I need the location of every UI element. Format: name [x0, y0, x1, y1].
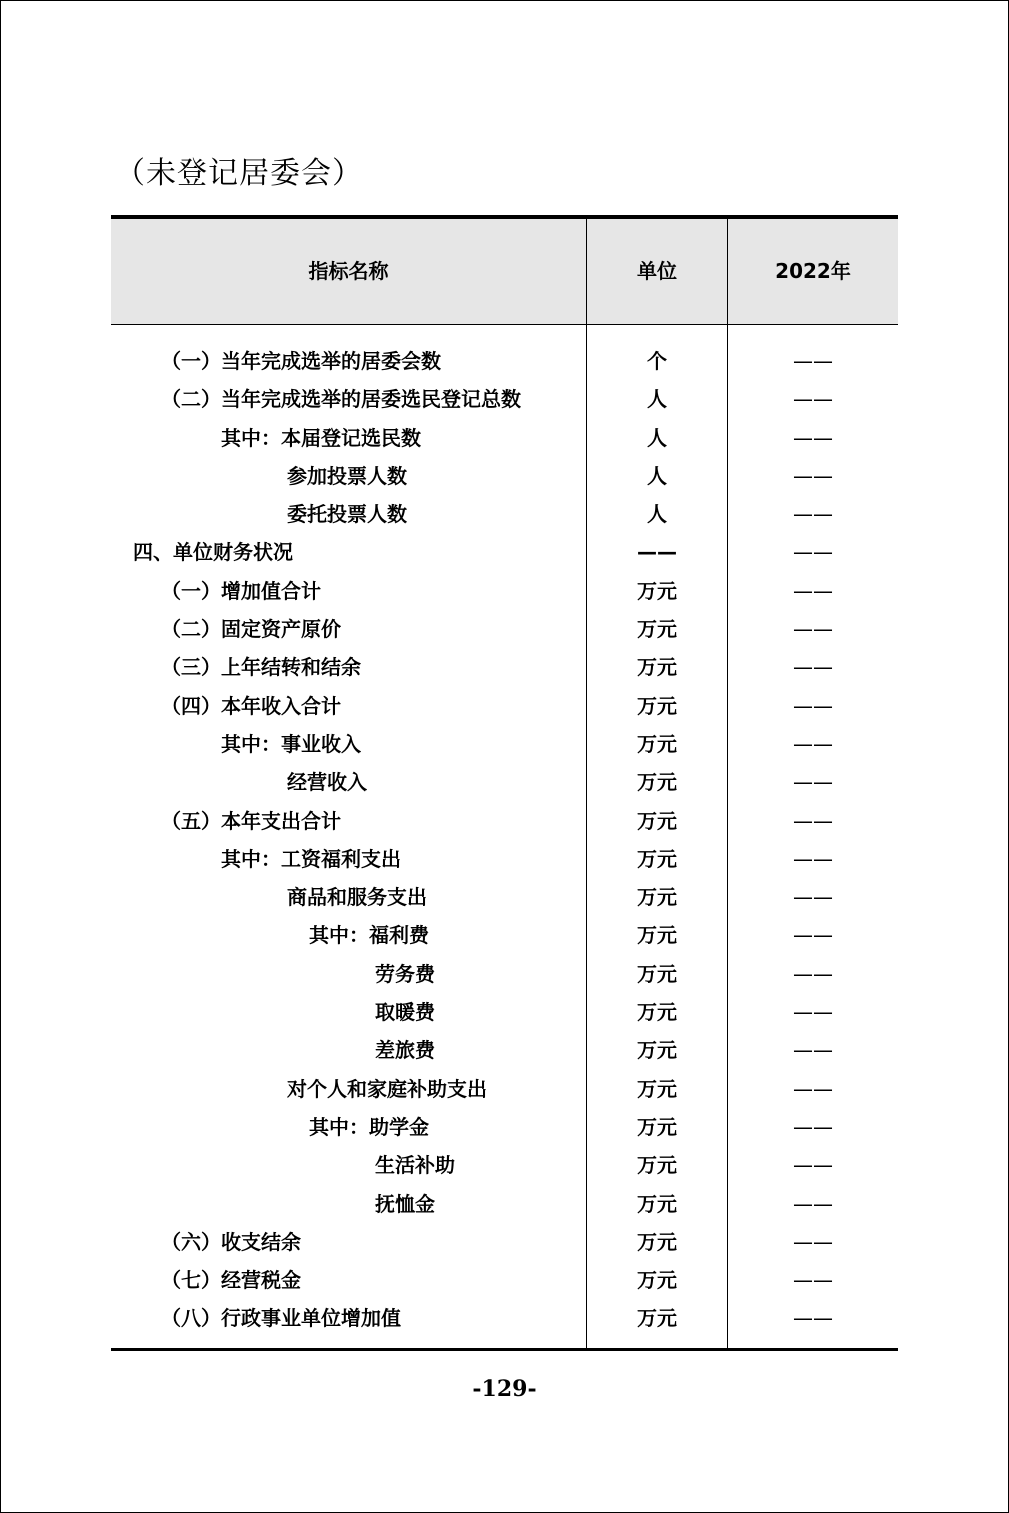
row-unit: 人 [647, 463, 667, 488]
row-indicator-name: （六）收支结余 [161, 1229, 301, 1254]
row-indicator-name: 劳务费 [375, 961, 435, 986]
row-indicator-name: （四）本年收入合计 [161, 693, 341, 718]
row-value: —— [793, 1076, 833, 1101]
table-row [111, 419, 898, 457]
header-year: 2022年 [775, 259, 851, 283]
table-row [111, 1185, 898, 1223]
table-row [111, 648, 898, 686]
table-row [111, 1108, 898, 1146]
row-indicator-name: 参加投票人数 [287, 463, 407, 488]
row-value: —— [793, 1229, 833, 1254]
header-unit: 单位 [637, 259, 677, 283]
table-row [111, 763, 898, 801]
table-row [111, 380, 898, 418]
table-row [111, 725, 898, 763]
row-value: —— [793, 885, 833, 910]
row-indicator-name: （一）增加值合计 [161, 578, 321, 603]
table-row [111, 993, 898, 1031]
row-unit: 万元 [637, 1153, 677, 1178]
table-row [111, 916, 898, 954]
row-unit: 万元 [637, 1306, 677, 1331]
row-value: —— [793, 387, 833, 412]
row-unit: 人 [647, 425, 667, 450]
row-indicator-name: （三）上年结转和结余 [161, 655, 361, 680]
row-indicator-name: 生活补助 [375, 1153, 455, 1178]
row-indicator-name: 经营收入 [287, 770, 367, 795]
table-bottom-rule [111, 1348, 898, 1351]
row-unit: 万元 [637, 923, 677, 948]
table-row [111, 342, 898, 380]
row-unit: 万元 [637, 1038, 677, 1063]
row-indicator-name: 差旅费 [375, 1038, 435, 1063]
row-value: —— [793, 502, 833, 527]
table-row [111, 533, 898, 571]
row-value: —— [793, 655, 833, 680]
row-indicator-name: 商品和服务支出 [287, 885, 427, 910]
row-indicator-name: 委托投票人数 [287, 502, 407, 527]
row-indicator-name: （五）本年支出合计 [161, 808, 341, 833]
row-unit: 人 [647, 502, 667, 527]
row-indicator-name: 其中：本届登记选民数 [221, 425, 421, 450]
row-value: —— [793, 961, 833, 986]
table-row [111, 955, 898, 993]
table-header [111, 219, 898, 325]
row-unit: 万元 [637, 693, 677, 718]
row-indicator-name: （一）当年完成选举的居委会数 [161, 349, 441, 373]
table-row [111, 878, 898, 916]
row-unit: 万元 [637, 770, 677, 795]
row-value: —— [793, 1268, 833, 1293]
row-indicator-name: 对个人和家庭补助支出 [287, 1076, 487, 1101]
row-value: —— [793, 846, 833, 871]
row-indicator-name: 其中：工资福利支出 [221, 846, 401, 871]
table-row [111, 495, 898, 533]
row-value: —— [793, 425, 833, 450]
row-indicator-name: 四、单位财务状况 [133, 540, 293, 565]
page-number: -129- [472, 1376, 537, 1402]
row-indicator-name: 抚恤金 [375, 1191, 435, 1216]
row-unit: 万元 [637, 655, 677, 680]
row-unit: 万元 [637, 1268, 677, 1293]
row-unit: 万元 [637, 578, 677, 603]
row-value: —— [793, 693, 833, 718]
row-indicator-name: （七）经营税金 [161, 1268, 301, 1293]
row-value: —— [793, 617, 833, 642]
row-value: —— [793, 1114, 833, 1139]
row-indicator-name: （二）固定资产原价 [161, 617, 341, 642]
table-row [111, 1031, 898, 1069]
row-unit: 万元 [637, 885, 677, 910]
row-value: —— [793, 808, 833, 833]
row-value: —— [793, 1153, 833, 1178]
row-unit: 万元 [637, 1229, 677, 1254]
table-row [111, 802, 898, 840]
row-value: —— [793, 1000, 833, 1025]
table-row [111, 1070, 898, 1108]
row-value: —— [793, 1306, 833, 1331]
table-row [111, 1261, 898, 1299]
row-unit: 万元 [637, 808, 677, 833]
table-row [111, 457, 898, 495]
row-unit: 人 [647, 387, 667, 412]
row-unit: 万元 [637, 846, 677, 871]
header-indicator-name: 指标名称 [308, 259, 389, 283]
row-unit: 万元 [637, 617, 677, 642]
table-row [111, 840, 898, 878]
row-unit: 万元 [637, 1000, 677, 1025]
table-row [111, 1223, 898, 1261]
table-row [111, 1299, 898, 1337]
row-unit: 万元 [637, 731, 677, 756]
row-indicator-name: （二）当年完成选举的居委选民登记总数 [161, 387, 521, 412]
row-unit: 万元 [637, 1114, 677, 1139]
row-unit: 万元 [637, 1076, 677, 1101]
row-value: —— [793, 463, 833, 488]
row-value: —— [793, 1191, 833, 1216]
row-indicator-name: 其中：福利费 [309, 923, 429, 948]
table-row [111, 610, 898, 648]
section-subtitle: （未登记居委会） [115, 156, 363, 191]
row-indicator-name: （八）行政事业单位增加值 [161, 1306, 401, 1331]
row-indicator-name: 取暖费 [375, 1000, 435, 1025]
row-value: —— [793, 578, 833, 603]
row-indicator-name: 其中：助学金 [309, 1114, 429, 1139]
row-unit: 万元 [637, 961, 677, 986]
table-row [111, 687, 898, 725]
row-value: —— [793, 923, 833, 948]
table-row [111, 572, 898, 610]
row-value: —— [793, 349, 833, 373]
table-body [111, 342, 898, 1338]
row-unit: —— [637, 540, 677, 565]
row-value: —— [793, 1038, 833, 1063]
row-value: —— [793, 770, 833, 795]
row-value: —— [793, 540, 833, 565]
table-row [111, 1146, 898, 1184]
row-unit: 万元 [637, 1191, 677, 1216]
row-value: —— [793, 731, 833, 756]
row-indicator-name: 其中：事业收入 [221, 731, 361, 756]
row-unit: 个 [647, 349, 667, 373]
